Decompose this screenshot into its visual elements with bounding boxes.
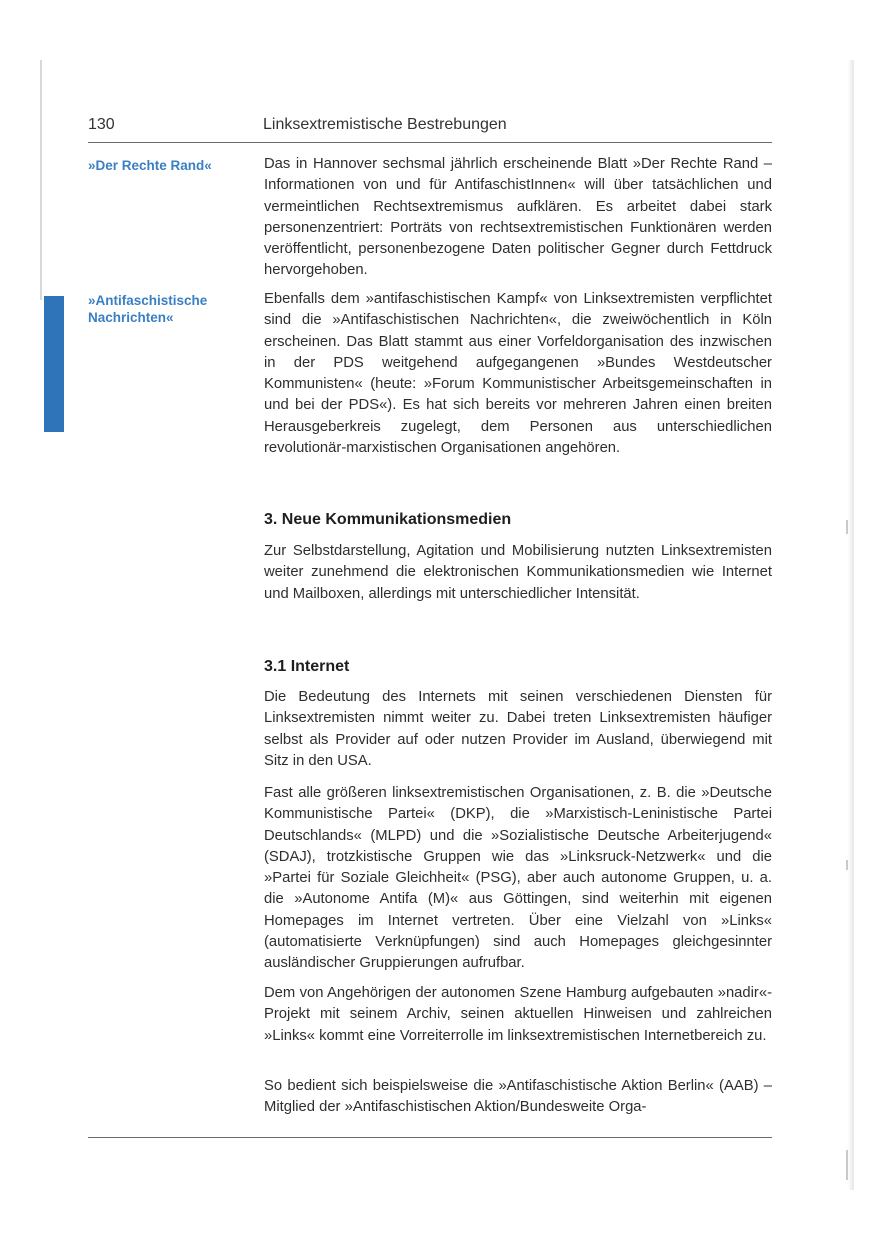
scan-mark: [846, 520, 848, 534]
paragraph-internet-bedeutung: [264, 687, 772, 772]
subsection-heading: 3.1 Internet: [264, 658, 350, 675]
scan-edge-right: [848, 60, 854, 1190]
margin-note-antifaschistische-nachrichten: »Antifaschistische Nachrichten«: [88, 293, 208, 325]
footer-rule: [88, 1137, 772, 1138]
paragraph: Fast alle größeren linksextremistischen Organisationen, z. B. die »Deutsche Kommunistische Partei« (DKP), die »Marxistisch-Leninistische Partei Deutschlands« (MLPD) und die »Sozialistische Deutsche Arbeiterjugend« (SDAJ), trotzkistische Gruppen wie das »Linksruck-Netzwerk« und die »Partei für Soziale Gleichheit« (PSG), aber auch autonome Gruppen, u. a. die »Autonome Antifa (M)« aus Göttingen, sind weiterhin mit eigenen Homepages im Internet vertreten. Über eine Vielzahl von »Links« (automatisierte Verknüpfungen) sind auch Homepages gleichgesinnter ausländischer Gruppierungen aufrufbar.: [264, 785, 772, 972]
section-heading-3-1: [264, 657, 772, 677]
paragraph: Das in Hannover sechsmal jährlich erscheinende Blatt »Der Rechte Rand – Informationen von und für AntifaschistInnen« will über tatsächlichen und vermeintlichen Rechtsextremismus aufklären. Es arbeitet dabei stark personenzentriert: Porträts von rechtsextremistischen Funktionären werden veröffentlicht, personenbezogene Daten politischer Gegner durch Fettdruck hervorgehoben.: [264, 156, 772, 279]
section-heading-3: [264, 510, 772, 530]
section-marker-bar: [44, 296, 64, 432]
scan-mark: [846, 1150, 848, 1180]
paragraph-antifaschistische-nachrichten: [264, 289, 772, 459]
paragraph-kommunikationsmedien: [264, 541, 772, 605]
paragraph-organisationen: [264, 783, 772, 975]
running-title: Linksextremistische Bestrebungen: [263, 116, 507, 133]
page-number: 130: [88, 116, 115, 133]
paragraph-aab: [264, 1076, 772, 1119]
section-heading: 3. Neue Kommunikationsmedien: [264, 511, 512, 528]
page-header: [88, 116, 772, 143]
paragraph-der-rechte-rand: [264, 154, 772, 282]
scan-mark: [846, 860, 848, 870]
paragraph: So bedient sich beispielsweise die »Antifaschistische Aktion Berlin« (AAB) – Mitglied der »Antifaschistischen Aktion/Bundesweite Orga-: [264, 1078, 772, 1116]
scan-edge-left: [40, 60, 42, 300]
paragraph: Dem von Angehörigen der autonomen Szene Hamburg aufgebauten »nadir«-Projekt mit seinem Archiv, seinen aktuellen Hinweisen und zahlreichen »Links« kommt eine Vorreiterrolle im linksextremistischen Internetbereich zu.: [264, 985, 772, 1044]
margin-note-der-rechte-rand: »Der Rechte Rand«: [88, 158, 212, 173]
paragraph: Ebenfalls dem »antifaschistischen Kampf« von Linksextremisten verpflichtet sind die »Antifaschistischen Nachrichten«, die zweiwöchentlich in Köln erscheinen. Das Blatt stammt aus einer Vorfeldorganisation des inzwischen in der PDS weitgehend aufgegangenen »Bundes Westdeutscher Kommunisten« (heute: »Forum Kommunistischer Arbeitsgemeinschaften in und bei der PDS«). Es hat sich bereits vor mehreren Jahren einen breiten Herausgeberkreis zugelegt, dem Personen aus unterschiedlichen revolutionär-marxistischen Organisationen angehören.: [264, 291, 772, 457]
paragraph: Die Bedeutung des Internets mit seinen verschiedenen Diensten für Linksextremisten nimmt weiter zu. Dabei treten Linksextremisten häufiger selbst als Provider auf oder nutzen Provider im Ausland, überwiegend mit Sitz in den USA.: [264, 689, 772, 769]
paragraph: Zur Selbstdarstellung, Agitation und Mobilisierung nutzten Linksextremisten weiter zunehmend die elektronischen Kommunikationsmedien wie Internet und Mailboxen, allerdings mit unterschiedlicher Intensität.: [264, 543, 772, 602]
paragraph-nadir-projekt: [264, 983, 772, 1047]
